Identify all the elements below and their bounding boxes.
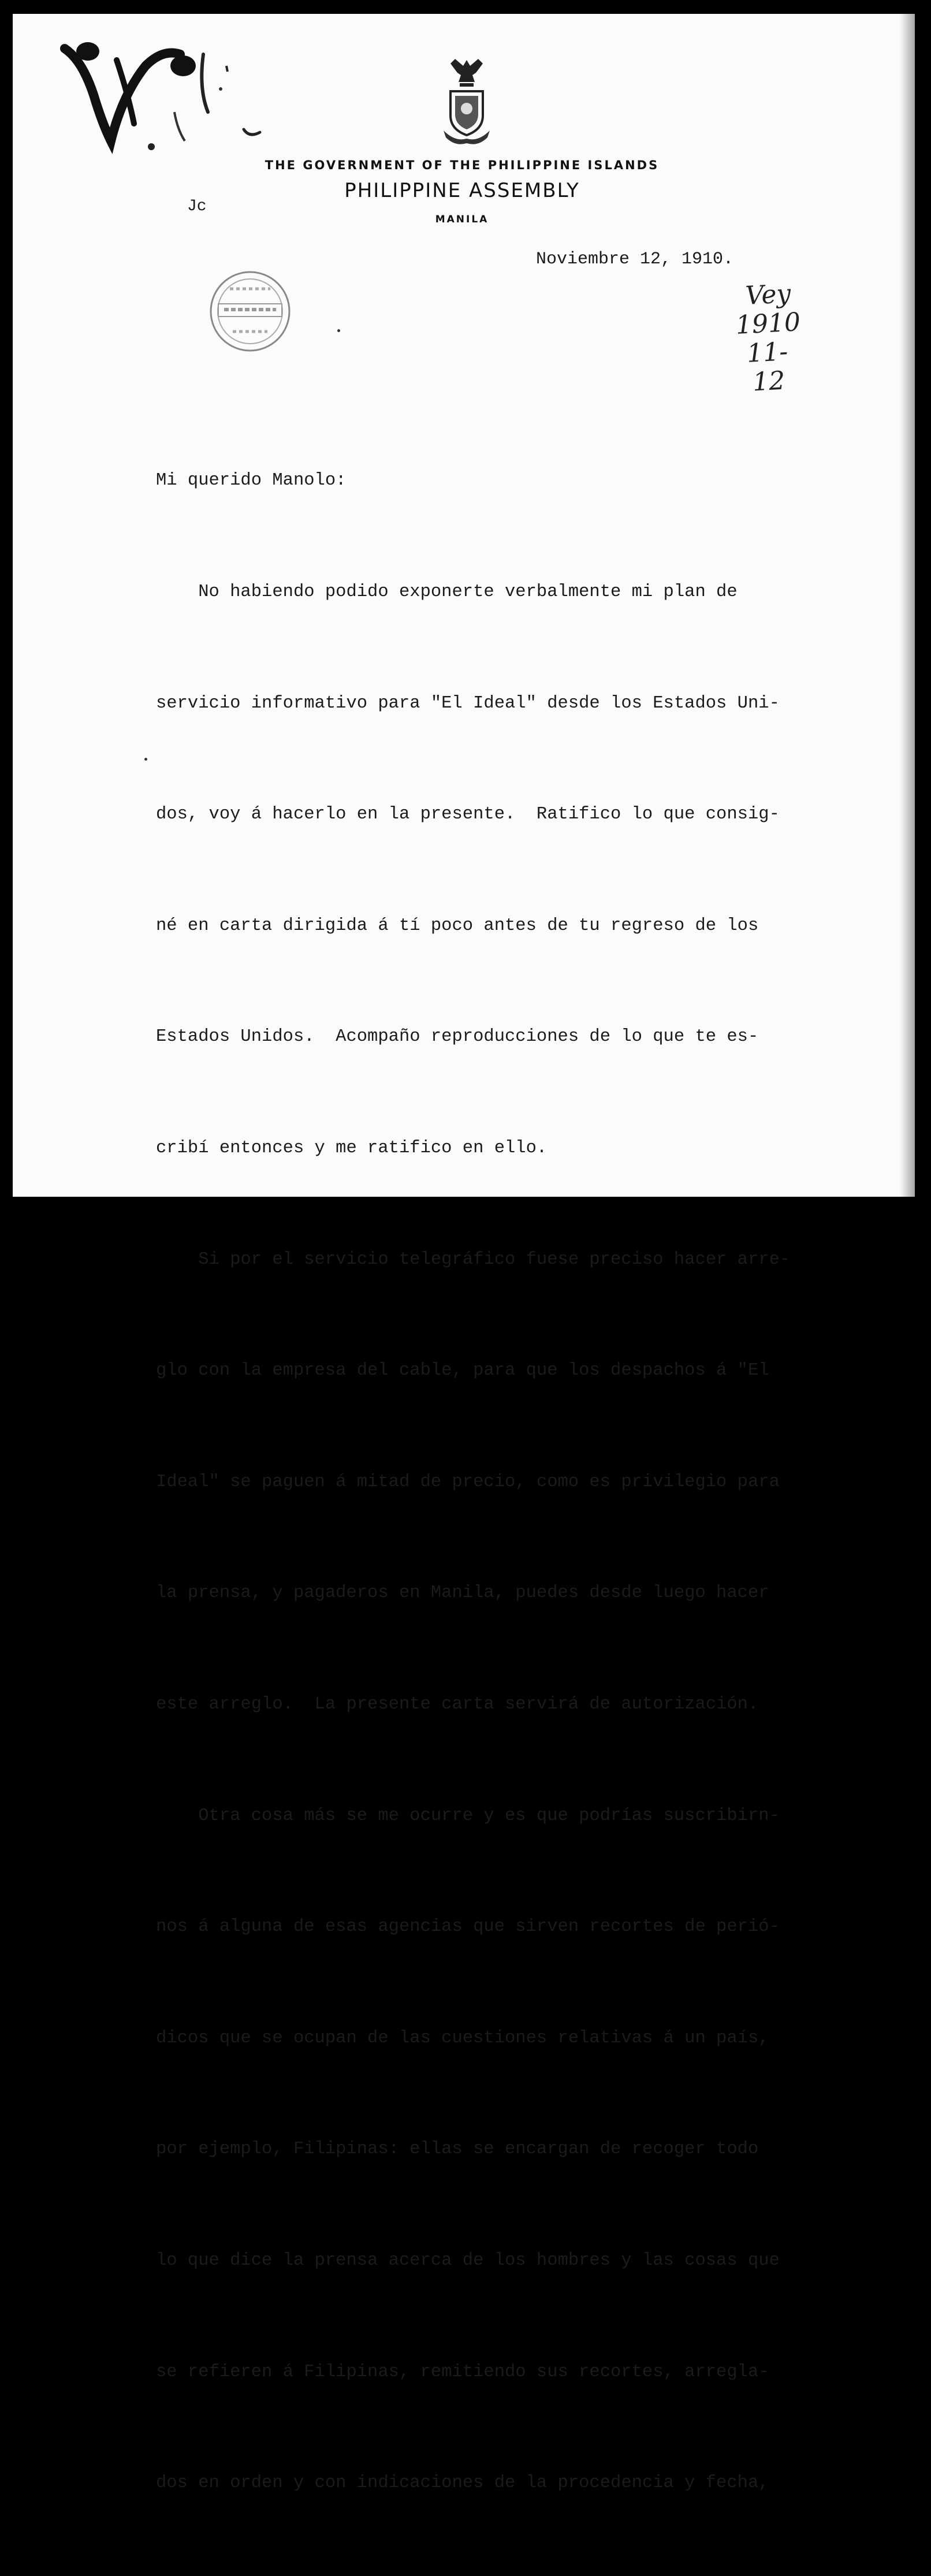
body-line: lo que dice la prensa acerca de los hombres y las cosas que xyxy=(156,2250,780,2270)
letterhead-city: MANILA xyxy=(435,214,489,225)
stray-mark xyxy=(337,329,340,332)
annotation-line-2: 1910 xyxy=(735,307,802,340)
body-line: por ejemplo, Filipinas: ellas se encargan de recoger todo xyxy=(156,2139,759,2160)
body-line: dos en orden y con indicaciones de la procedencia y fecha, xyxy=(156,2473,769,2493)
body-line: nos á alguna de esas agencias que sirven recortes de perió- xyxy=(156,1917,780,1937)
body-line: Ideal" se paguen á mitad de precio, como es privilegio para xyxy=(156,1472,780,1492)
received-stamp xyxy=(207,268,293,355)
handwritten-annotation xyxy=(733,278,803,397)
body-line: cribí entonces y me ratifico en ello. xyxy=(156,1138,548,1158)
body-line: Otra cosa más se me ocurre y es que podrías suscribirn- xyxy=(156,1806,780,1826)
body-line: Estados Unidos. Acompaño reproducciones de lo que te es- xyxy=(156,1027,759,1047)
letter-date: Noviembre 12, 1910. xyxy=(536,250,734,269)
body-line: glo con la empresa del cable, para que los despachos á "El xyxy=(156,1361,769,1381)
reference-initials: Jc xyxy=(187,198,207,215)
body-line: Si por el servicio telegráfico fuese preciso hacer arre- xyxy=(156,1249,791,1270)
body-line: dos, voy á hacerlo en la presente. Ratifico lo que consig- xyxy=(156,805,780,825)
letterhead-government: THE GOVERNMENT OF THE PHILIPPINE ISLANDS xyxy=(265,158,660,172)
ink-checkmark-scribble xyxy=(47,25,290,164)
body-line: dicos que se ocupan de las cuestiones relativas á un país, xyxy=(156,2028,769,2048)
body-line: se refieren á Filipinas, remitiendo sus recortes, arregla- xyxy=(156,2362,769,2382)
body-line: né en carta dirigida á tí poco antes de tu regreso de los xyxy=(156,915,759,936)
body-line: este arreglo. La presente carta servirá de autorización. xyxy=(156,1694,759,1714)
annotation-line-1: Vey xyxy=(744,278,792,311)
eagle-shield-emblem xyxy=(438,55,496,148)
letter-page xyxy=(13,14,915,2493)
body-line: la prensa, y pagaderos en Manila, puedes desde luego hacer xyxy=(156,1583,769,1603)
page-edge-shadow xyxy=(900,14,915,1197)
salutation: Mi querido Manolo: xyxy=(156,471,347,491)
letter-body xyxy=(156,388,843,2576)
body-line: No habiendo podido exponerte verbalmente mi plan de xyxy=(156,582,738,602)
body-line: servicio informativo para "El Ideal" desde los Estados Uni- xyxy=(156,693,780,713)
letterhead-assembly: PHILIPPINE ASSEMBLY xyxy=(344,179,580,202)
stray-mark xyxy=(144,758,147,761)
annotation-line-3: 11-12 xyxy=(746,337,789,397)
